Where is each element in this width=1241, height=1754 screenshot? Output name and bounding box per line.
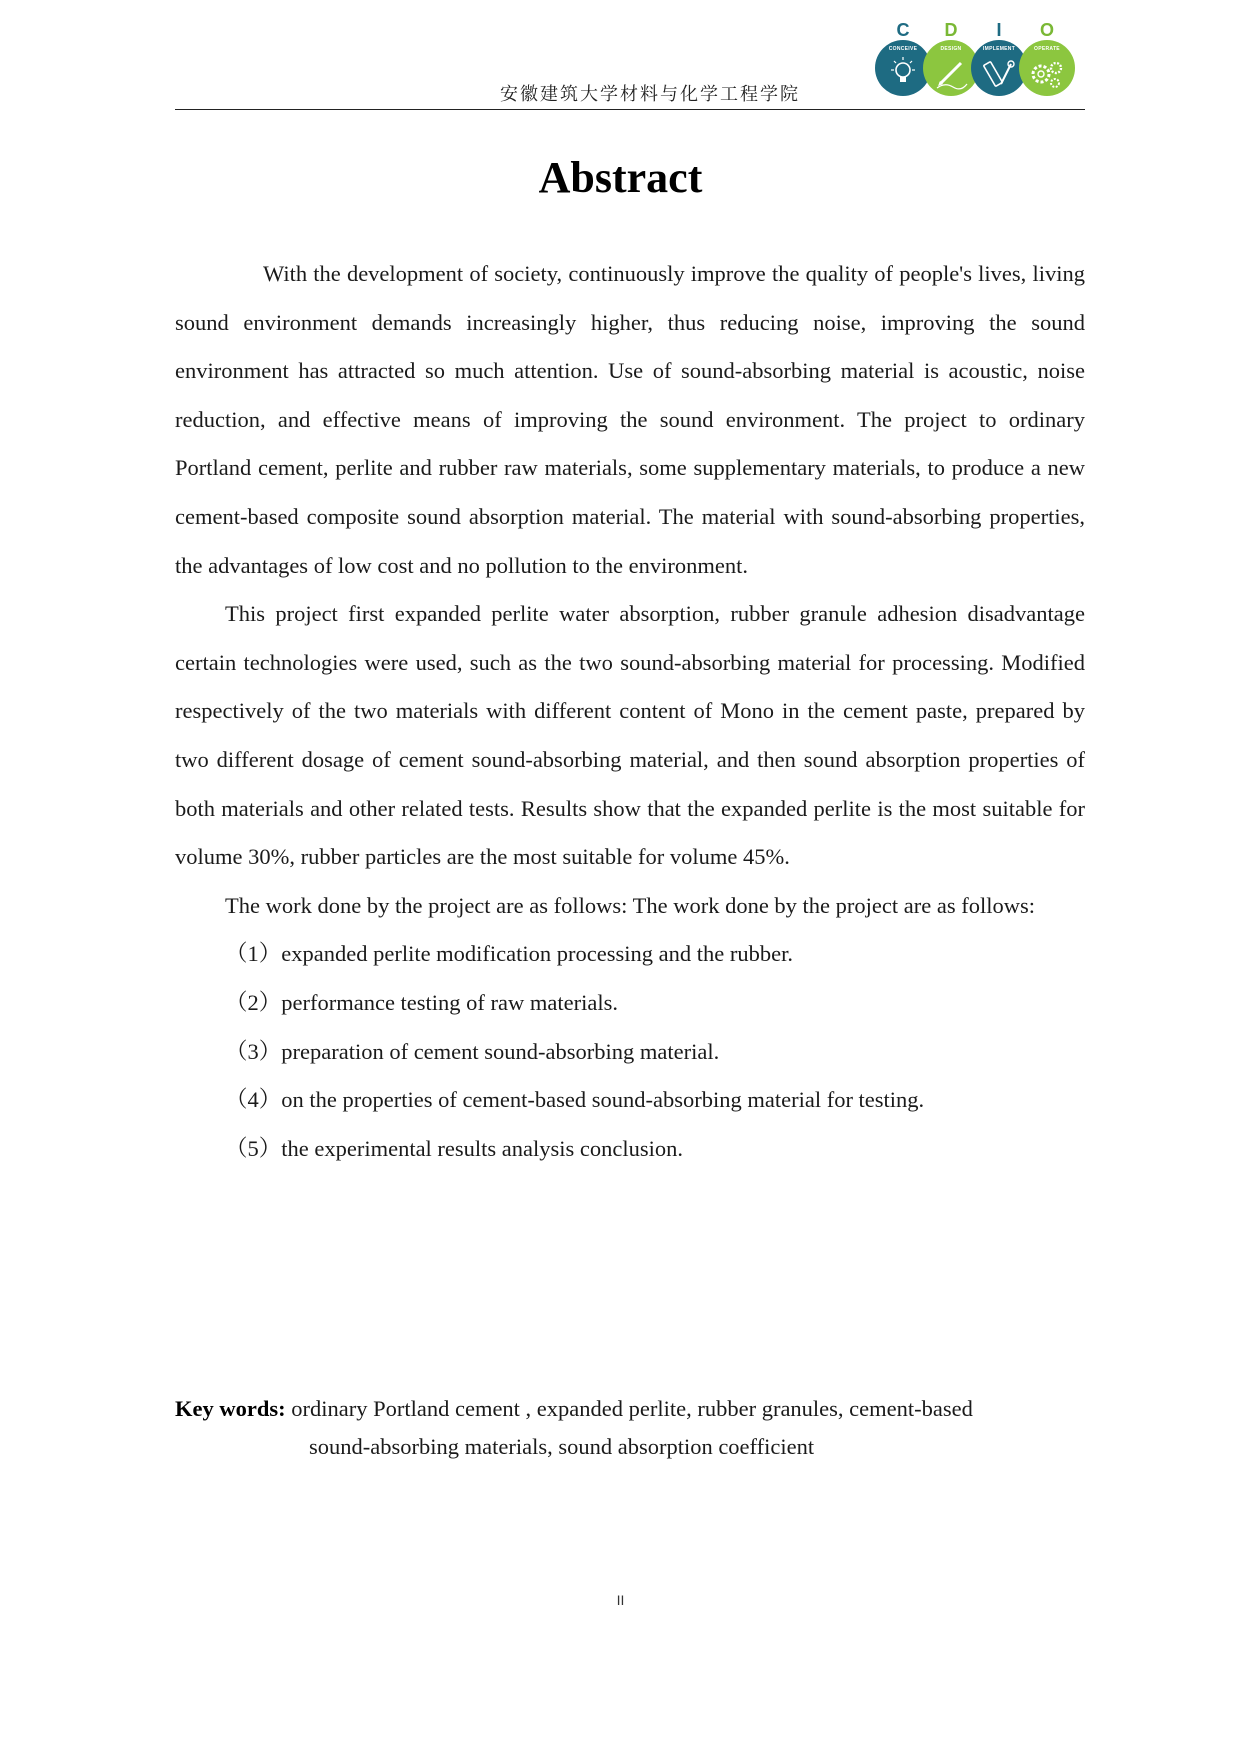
paragraph-3: The work done by the project are as follows: The work done by the project are as follows: xyxy=(225,892,1035,918)
work-item-1: （1）expanded perlite modification processing and the rubber. xyxy=(225,941,793,967)
keywords-label: Key words: xyxy=(175,1396,286,1421)
keywords-text-2: sound-absorbing materials, sound absorption coefficient xyxy=(309,1434,815,1459)
work-item-2: （2）performance testing of raw materials. xyxy=(225,989,618,1015)
logo-letter-c: C xyxy=(896,20,910,40)
keywords-text-1: ordinary Portland cement , expanded perlite, rubber granules, cement-based xyxy=(291,1396,973,1421)
page-title: Abstract xyxy=(538,153,703,202)
cdio-logo xyxy=(875,18,1085,100)
page-number: II xyxy=(616,1592,625,1608)
gears-icon xyxy=(1019,54,1075,94)
abstract-body xyxy=(175,250,1085,1173)
paragraph-2: This project first expanded perlite water absorption, rubber granule adhesion disadvantage certain technologies were used, such as the two sound-absorbing material for processing. Modified respectively of the two materials with different content of Mono in the cement paste, prepared by two different dosage of cement sound-absorbing material, and then sound absorption properties of both materials and other related tests. Results show that the expanded perlite is the most suitable for volume 30%, rubber particles are the most suitable for volume 45%. xyxy=(175,601,1085,870)
work-item-3: （3）preparation of cement sound-absorbing material. xyxy=(225,1038,720,1064)
logo-word-design: DESIGN xyxy=(940,46,962,52)
logo-circle-operate xyxy=(1019,40,1075,96)
work-item-5: （5）the experimental results analysis conclusion. xyxy=(225,1135,684,1161)
work-item-4: （4）on the properties of cement-based sound-absorbing material for testing. xyxy=(225,1087,925,1113)
logo-word-conceive: CONCEIVE xyxy=(888,46,918,52)
header-divider xyxy=(175,109,1085,110)
keywords-block xyxy=(175,1390,1095,1466)
logo-word-operate: OPERATE xyxy=(1034,46,1060,52)
paragraph-1: With the development of society, continuously improve the quality of people's lives, living sound environment demands increasingly higher, thus reducing noise, improving the sound environment has attracted so much attention. Use of sound-absorbing material is acoustic, noise reduction, and effective means of improving the sound environment. The project to ordinary Portland cement, perlite and rubber raw materials, some supplementary materials, to produce a new cement-based composite sound absorption material. The material with sound-absorbing properties, the advantages of low cost and no pollution to the environment. xyxy=(175,261,1085,578)
keywords-line-1 xyxy=(175,1390,1095,1428)
institution-name: 安徽建筑大学材料与化学工程学院 xyxy=(500,84,800,105)
logo-word-implement: IMPLEMENT xyxy=(982,46,1016,52)
logo-letter-o: O xyxy=(1039,20,1054,40)
logo-letter-i: I xyxy=(996,20,1002,40)
logo-letter-d: D xyxy=(944,20,958,40)
page-header xyxy=(175,18,1085,110)
